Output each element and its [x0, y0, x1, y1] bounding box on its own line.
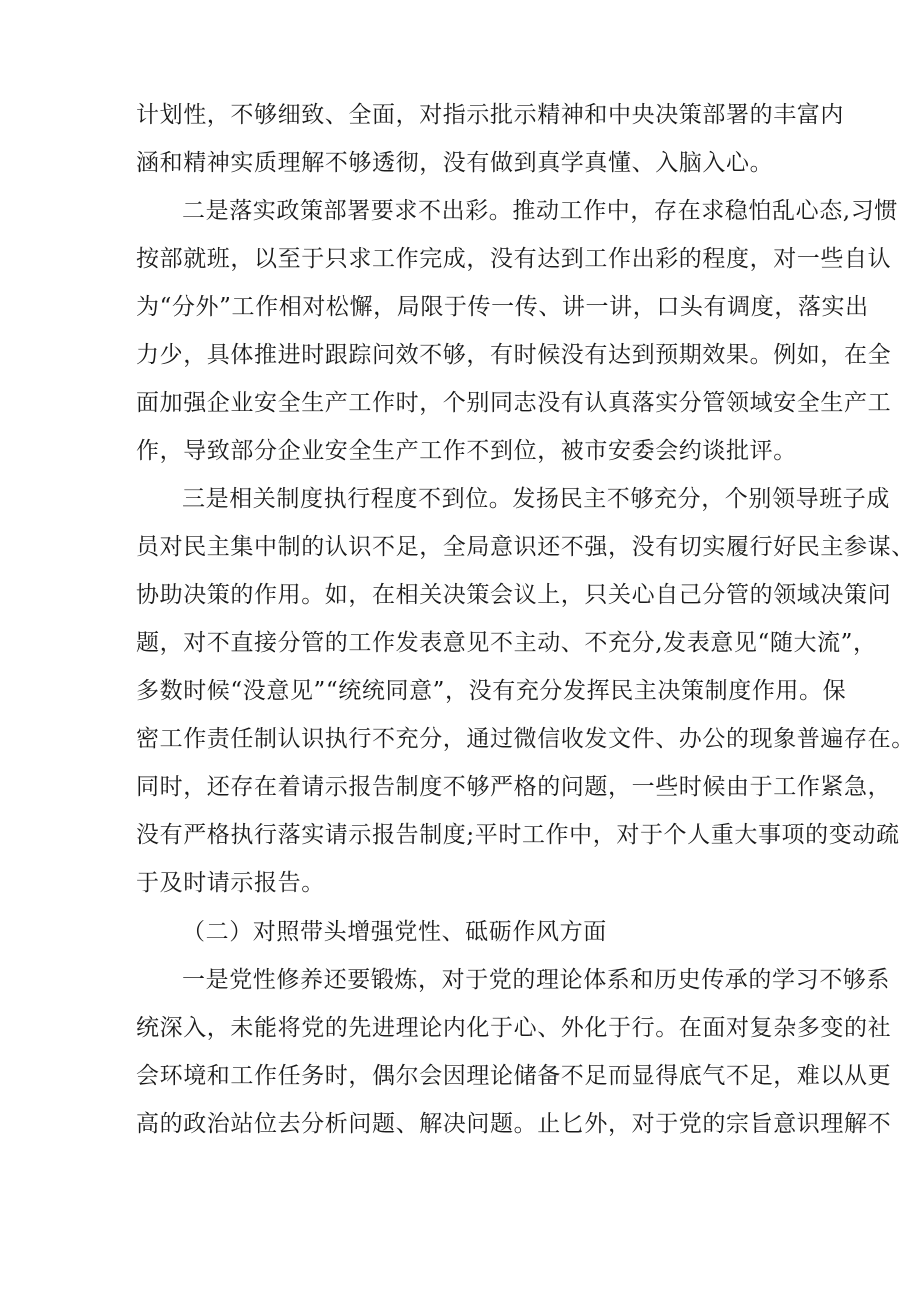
text-line: 多数时候“没意见”“统统同意”，没有充分发挥民主决策制度作用。保 [136, 678, 847, 704]
paragraph-first-line: 三是相关制度执行程度不到位。发扬民主不够充分，个别领导班子成 [182, 486, 890, 512]
text-line: 为“分外”工作相对松懈，局限于传一传、讲一讲，口头有调度，落实出 [136, 294, 869, 320]
paragraph-first-line: 二是落实政策部署要求不出彩。推动工作中，存在求稳怕乱心态,习惯 [182, 198, 898, 224]
text-line: 按部就班，以至于只求工作完成，没有达到工作出彩的程度，对一些自认 [136, 246, 892, 272]
text-line: 计划性，不够细致、全面，对指示批示精神和中央决策部署的丰富内 [136, 102, 844, 128]
text-line: 员对民主集中制的认识不足，全局意识还不强，没有切实履行好民主参谋、 [136, 534, 915, 560]
text-line: 面加强企业安全生产工作时，个别同志没有认真落实分管领域安全生产工 [136, 390, 892, 416]
text-line: 高的政治站位去分析问题、解决问题。止匕外，对于党的宗旨意识理解不 [136, 1111, 892, 1137]
text-line: 于及时请示报告。 [136, 870, 325, 896]
text-line: 涵和精神实质理解不够透彻，没有做到真学真懂、入脑入心。 [136, 150, 774, 176]
text-line: 没有严格执行落实请示报告制度;平时工作中，对于个人重大事项的变动疏 [136, 822, 900, 848]
paragraph-first-line: 一是党性修养还要锻炼，对于党的理论体系和历史传承的学习不够系 [182, 967, 890, 993]
text-line: 统深入，未能将党的先进理论内化于心、外化于行。在面对复杂多变的社 [136, 1015, 892, 1041]
text-line: 力少，具体推进时跟踪问效不够，有时候没有达到预期效果。例如，在全 [136, 342, 892, 368]
text-line: 作，导致部分企业安全生产工作不到位，被市安委会约谈批评。 [136, 438, 797, 464]
section-heading: （二）对照带头增强党性、砥砺作风方面 [182, 919, 607, 945]
text-line: 协助决策的作用。如，在相关决策会议上，只关心自己分管的领域决策问 [136, 582, 892, 608]
text-line: 会环境和工作任务时，偶尔会因理论储备不足而显得底气不足，难以从更 [136, 1063, 892, 1089]
text-line: 题，对不直接分管的工作发表意见不主动、不充分,发表意见“随大流”， [136, 630, 877, 656]
text-line: 同时，还存在着请示报告制度不够严格的问题，一些时候由于工作紧急， [136, 774, 892, 800]
text-line: 密工作责任制认识执行不充分，通过微信收发文件、办公的现象普遍存在。 [136, 726, 915, 752]
